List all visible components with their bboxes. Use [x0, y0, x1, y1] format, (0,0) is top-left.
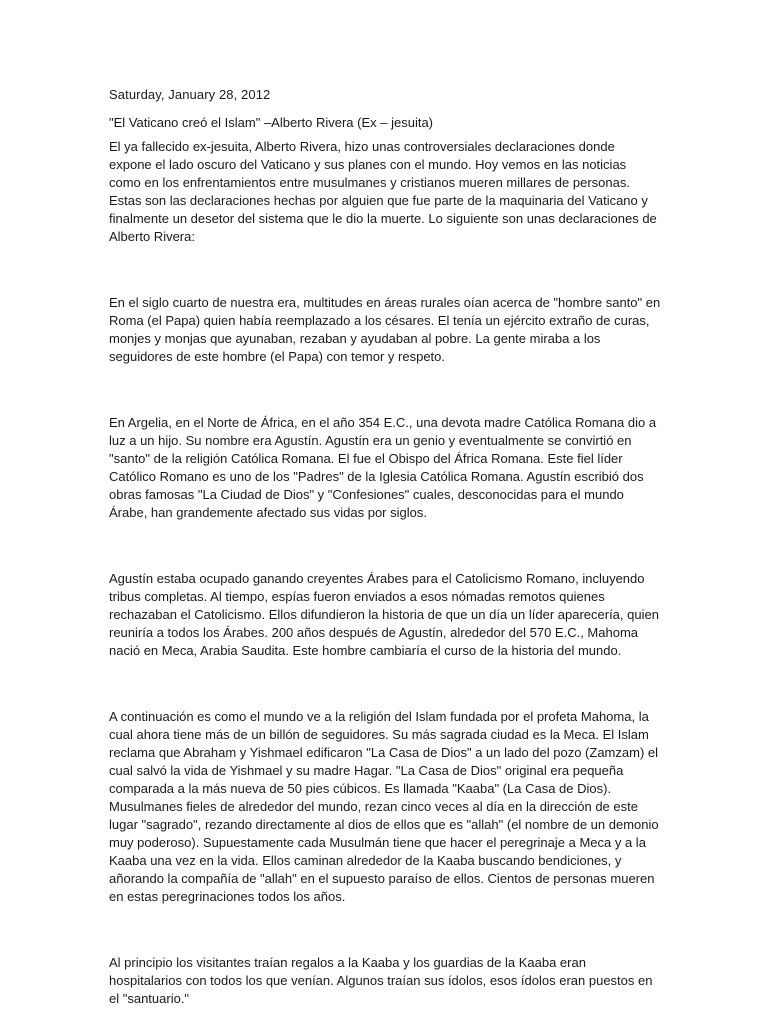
paragraph-islam-mecca: A continuación es como el mundo ve a la religión del Islam fundada por el profeta Mahoma, la cual ahora tiene más de un billón de seguidores. Su más sagrada ciudad es la Meca. El Islam reclama que Abraham y Yishmael edificaron "La Casa de Dios" a un lado del pozo (Zamzam) el cual salvó la vida de Yishmael y su madre Hagar. "La Casa de Dios" original era pequeña comparada a la más nueva de 50 pies cúbicos. Es llamada "Kaaba" (La Casa de Dios). Musulmanes fieles de alrededor del mundo, rezan cinco veces al día en la dirección de este lugar "sagrado", rezando directamente al dios de ellos que es "allah" (el nombre de un demonio muy poderoso). Supuestamente cada Musulmán tiene que hacer el peregrinaje a Meca y a la Kaaba una vez en la vida. Ellos caminan alrededor de la Kaaba buscando bendiciones, y añorando la compañía de "allah" en el supuesto paraíso de ellos. Cientos de personas mueren en estas peregrinaciones todos los años.	[109, 709, 659, 904]
paragraph-kaaba-visitors: Al principio los visitantes traían regalos a la Kaaba y los guardias de la Kaaba eran hospitalarios con todos los que venían. Algunos traían sus ídolos, esos ídolos eran puestos en el "santuario."	[109, 955, 653, 1006]
paragraph-intro: El ya fallecido ex-jesuita, Alberto Rivera, hizo unas controversiales declaraciones donde expone el lado oscuro del Vaticano y sus planes con el mundo. Hoy vemos en las noticias como en los enfrentamientos entre musulmanes y cristianos mueren millares de personas. Estas son las declaraciones hechas por alguien que fue parte de la maquinaria del Vaticano y finalmente un desetor del sistema que le dio la muerte. Lo siguiente son unas declaraciones de Alberto Rivera:	[109, 139, 657, 244]
document-page	[109, 86, 661, 1008]
paragraph-fourth-century: En el siglo cuarto de nuestra era, multitudes en áreas rurales oían acerca de "hombre santo" en Roma (el Papa) quien había reemplazado a los césares. El tenía un ejército extraño de curas, monjes y monjas que ayunaban, rezaban y ayudaban al pobre. La gente miraba a los seguidores de este hombre (el Papa) con temor y respeto.	[109, 295, 661, 364]
post-date: Saturday, January 28, 2012	[109, 87, 271, 102]
paragraph-arab-believers: Agustín estaba ocupado ganando creyentes Árabes para el Catolicismo Romano, incluyendo tribus completas. Al tiempo, espías fueron enviados a esos nómadas remotos quienes rechazaban el Catolicismo. Ellos difundieron la historia de que un día un líder aparecería, quien reuniría a todos los Árabes. 200 años después de Agustín, alrededor del 570 E.C., Mahoma nació en Meca, Arabia Saudita. Este hombre cambiaría el curso de la historia del mundo.	[109, 571, 659, 658]
paragraph-augustine: En Argelia, en el Norte de África, en el año 354 E.C., una devota madre Católica Romana dio a luz a un hijo. Su nombre era Agustín. Agustín era un genio y eventualmente se convirtió en "santo" de la religión Católica Romana. El fue el Obispo del África Romana. Este fiel líder Católico Romano es uno de los "Padres" de la Iglesia Católica Romana. Agustín escribió dos obras famosas "La Ciudad de Dios" y "Confesiones" cuales, desconocidas para el mundo Árabe, han grandemente afectado sus vidas por siglos.	[109, 415, 657, 520]
post-title: "El Vaticano creó el Islam" –Alberto Rivera (Ex – jesuita)	[109, 115, 434, 130]
